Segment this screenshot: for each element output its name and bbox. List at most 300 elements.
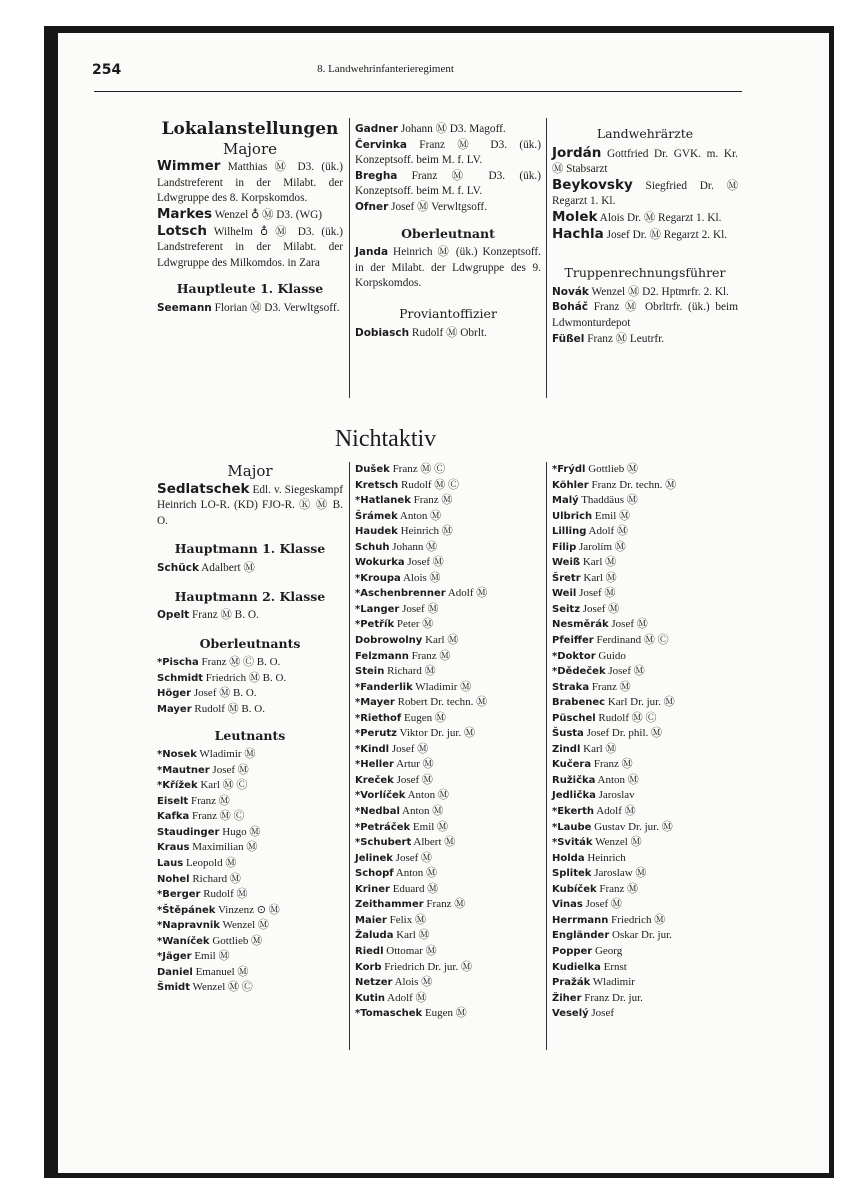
entry-details: Georg [592, 944, 623, 957]
entry-details: Heinrich Ⓜ (ük.) Konzeptsoff. in der Milabt. der Ldwgruppe des 9. Korpskomdos. [355, 246, 541, 290]
entry-surname: Bregha [355, 169, 398, 182]
roster-entry [355, 757, 541, 773]
roster-entry [157, 655, 343, 671]
roster-entry [552, 960, 738, 976]
entry-surname: *Napravnik [157, 920, 220, 932]
roster-entry [355, 169, 541, 200]
entry-details: Johann Ⓜ D3. Magoff. [398, 123, 506, 135]
entry-details: Florian Ⓜ D3. Verwltgsoff. [211, 301, 340, 314]
roster-entry [355, 788, 541, 804]
entry-surname: Korb [355, 961, 382, 973]
entry-details: Karl Ⓜ [580, 571, 617, 584]
entry-surname: Janda [355, 246, 389, 259]
roster-entry [552, 300, 738, 331]
column-rule [349, 462, 350, 1050]
entry-details: Wenzel ♁ Ⓜ D3. (WG) [212, 208, 323, 221]
entry-surname: Žaluda [355, 930, 394, 942]
roster-entry [355, 462, 541, 478]
entry-details: Ottomar Ⓜ [383, 944, 437, 957]
heading-oberleutnants: Oberleutnants [199, 635, 301, 651]
entry-surname: Eiselt [157, 795, 189, 807]
entry-surname: Schück [157, 561, 199, 574]
roster-entry [355, 742, 541, 758]
entry-details: Franz Ⓜ B. O. [189, 609, 259, 622]
roster-entry [157, 207, 343, 224]
roster-entry [157, 747, 343, 763]
entry-details: Rudolf Ⓜ B. O. [191, 702, 265, 715]
entry-surname: Püschel [552, 712, 596, 724]
entry-details: Wenzel Ⓜ D2. Hptmrfr. 2. Kl. [588, 285, 729, 298]
entry-details: Karl Ⓜ [580, 556, 617, 569]
roster-entry [355, 913, 541, 929]
roster-entry [552, 649, 738, 665]
leutnants-list [157, 747, 343, 996]
column-rule [546, 118, 547, 398]
entry-surname: Engländer [552, 930, 610, 942]
entry-surname: *Nedbal [355, 806, 400, 818]
roster-entry [355, 680, 541, 696]
roster-entry [552, 332, 738, 348]
entry-surname: Beykovsky [552, 176, 633, 193]
entry-surname: Šrámek [355, 510, 398, 522]
entry-surname: Sedlatschek [157, 480, 250, 497]
entry-details: Josef Ⓜ B. O. [191, 687, 257, 700]
entry-details: Wenzel Ⓜ [219, 919, 269, 932]
roster-entry [355, 245, 541, 292]
oberleutnants-list [157, 655, 343, 717]
roster-entry [157, 840, 343, 856]
roster-entry [157, 949, 343, 965]
entry-surname: Weiß [552, 557, 581, 569]
roster-entry [157, 809, 343, 825]
entry-details: Franz Ⓜ D3. (ük.) Konzeptsoff. beim M. f. LV. [355, 138, 541, 167]
entry-details: Karl Ⓜ [393, 929, 430, 942]
entry-surname: Kutin [355, 992, 386, 1004]
roster-entry [157, 856, 343, 872]
entry-surname: Seemann [157, 301, 212, 314]
entry-surname: Köhler [552, 479, 589, 491]
roster-entry [552, 913, 738, 929]
roster-entry [355, 509, 541, 525]
entry-details: Eugen Ⓜ [422, 1007, 467, 1020]
entry-details: Robert Dr. techn. Ⓜ [394, 696, 488, 709]
entry-details: Guido [595, 649, 626, 662]
entry-details: Josef Ⓜ [392, 851, 433, 864]
roster-entry [355, 555, 541, 571]
entry-surname: Brabenec [552, 697, 606, 709]
entry-details: Franz Ⓜ [410, 494, 453, 507]
lokal-col-2 [355, 122, 541, 341]
roster-entry [355, 540, 541, 556]
roster-entry [355, 649, 541, 665]
roster-entry [355, 804, 541, 820]
entry-details: Franz Ⓜ [188, 794, 230, 807]
roster-entry [157, 702, 343, 718]
entry-surname: Šretr [552, 572, 581, 584]
entry-details: Josef Ⓜ [404, 556, 444, 569]
entry-details: Anton Ⓜ [393, 867, 438, 880]
roster-entry [552, 866, 738, 882]
entry-surname: *Perutz [355, 728, 397, 740]
entry-details: Gottlieb Ⓜ [209, 934, 263, 947]
roster-entry [355, 711, 541, 727]
entry-surname: Dobrowolny [355, 635, 423, 647]
entry-surname: Filip [552, 541, 577, 553]
entry-details: Richard Ⓜ [384, 665, 436, 678]
entry-surname: Laus [157, 857, 184, 869]
entry-surname: Kubíček [552, 883, 597, 895]
majore-list [157, 159, 343, 271]
roster-entry [552, 882, 738, 898]
entry-surname: Dobiasch [355, 326, 410, 339]
entry-details: Alois Ⓜ [400, 571, 441, 584]
lokal-col-1 [157, 119, 343, 317]
roster-entry [552, 680, 738, 696]
entry-details: Karl Ⓜ [580, 742, 617, 755]
heading-oberleutnant: Oberleutnant [401, 225, 495, 241]
entry-surname: Markes [157, 205, 213, 222]
entry-surname: Schmidt [157, 672, 204, 684]
col2-entries [355, 122, 541, 216]
roster-entry [355, 695, 541, 711]
roster-entry [157, 224, 343, 272]
entry-details: Richard Ⓜ [189, 872, 241, 885]
entry-surname: *Doktor [552, 650, 596, 662]
roster-entry [355, 478, 541, 494]
entry-surname: Riedl [355, 945, 384, 957]
entry-details: Franz Ⓜ Ⓒ B. O. [198, 656, 281, 669]
entry-details: Franz Ⓜ [408, 649, 451, 662]
entry-details: Wladimir Ⓜ [196, 748, 256, 761]
entry-surname: Pfeiffer [552, 635, 594, 647]
entry-surname: *Aschenbrenner [355, 588, 446, 600]
entry-surname: Gadner [355, 123, 398, 135]
entry-details: Jarolím Ⓜ [576, 540, 626, 553]
roster-entry [355, 493, 541, 509]
entry-surname: Šmidt [157, 982, 190, 994]
roster-entry [157, 934, 343, 950]
entry-details: Friedrich Ⓜ [608, 913, 666, 926]
roster-entry [552, 835, 738, 851]
roster-entry [552, 462, 738, 478]
roster-entry [355, 138, 541, 169]
entry-surname: *Laube [552, 821, 592, 833]
entry-surname: *Křížek [157, 780, 198, 792]
entry-details: Franz Ⓜ [596, 882, 639, 895]
entry-surname: Füßel [552, 332, 585, 345]
nicht-col-1 [157, 462, 343, 996]
roster-entry [552, 493, 738, 509]
roster-entry [355, 200, 541, 216]
roster-entry [157, 301, 343, 317]
roster-entry [157, 686, 343, 702]
entry-surname: *Kroupa [355, 572, 401, 584]
entry-surname: *Vorlíček [355, 790, 406, 802]
entry-surname: Vinas [552, 899, 583, 911]
entry-surname: *Sviták [552, 837, 593, 849]
hauptleute-list [157, 301, 343, 317]
entry-details: Josef Dr. phil. Ⓜ [583, 727, 663, 740]
entry-surname: Wimmer [157, 158, 221, 175]
entry-details: Emanuel Ⓜ [192, 965, 249, 978]
entry-surname: Schuh [355, 541, 390, 553]
entry-details: Heinrich Ⓜ [397, 525, 453, 538]
roster-entry [552, 602, 738, 618]
entry-surname: Stein [355, 666, 385, 678]
entry-details: Jaroslav [595, 789, 635, 802]
entry-details: Viktor Dr. jur. Ⓜ [397, 727, 475, 740]
entry-surname: *Petřík [355, 619, 395, 631]
roster-entry [157, 965, 343, 981]
roster-entry [552, 711, 738, 727]
entry-surname: Netzer [355, 977, 393, 989]
roster-entry [552, 820, 738, 836]
entry-details: Adolf Ⓜ [594, 805, 636, 818]
entry-surname: *Ekerth [552, 806, 595, 818]
roster-entry [355, 820, 541, 836]
entry-details: Josef Ⓜ [582, 898, 622, 911]
header-rule [94, 91, 742, 92]
lokal-col-3 [552, 122, 738, 347]
entry-surname: Nesměrák [552, 619, 609, 631]
entry-details: Josef Ⓜ [393, 773, 433, 786]
entry-details: Franz Dr. jur. [581, 991, 643, 1004]
truppen-list [552, 285, 738, 347]
entry-surname: Jedlička [552, 790, 596, 802]
roster-entry [552, 757, 738, 773]
roster-entry [552, 633, 738, 649]
entry-details: Emil Ⓜ [592, 509, 631, 522]
entry-surname: Schopf [355, 868, 394, 880]
heading-truppen: Truppenrechnungsführer [564, 265, 726, 281]
entry-surname: *Frýdl [552, 464, 586, 475]
column-rule [349, 118, 350, 398]
entry-details: Rudolf Ⓜ [200, 888, 248, 901]
nicht-col2-list [355, 462, 541, 1022]
hptm2-entry [157, 608, 343, 624]
entry-details: Adalbert Ⓜ [198, 561, 255, 574]
roster-entry [355, 326, 541, 342]
aerzte-list [552, 146, 738, 244]
entry-surname: Opelt [157, 609, 190, 622]
roster-entry [355, 960, 541, 976]
major-entry [157, 482, 343, 530]
entry-surname: Kraus [157, 842, 190, 854]
entry-details: Gottlieb Ⓜ [585, 463, 639, 475]
entry-details: Jaroslaw Ⓜ [591, 867, 647, 880]
entry-details: Emil Ⓜ [191, 950, 230, 963]
roster-entry [552, 804, 738, 820]
heading-leutnants: Leutnants [214, 727, 286, 743]
entry-details: Adolf Ⓜ [385, 991, 427, 1004]
entry-details: Anton Ⓜ [595, 773, 639, 786]
entry-details: Wenzel Ⓜ Ⓒ [190, 981, 253, 994]
entry-surname: *Jäger [157, 951, 192, 963]
roster-entry [355, 866, 541, 882]
roster-entry [355, 882, 541, 898]
entry-details: Franz Ⓜ Leutrfr. [584, 332, 665, 345]
entry-surname: Šusta [552, 728, 584, 740]
entry-details: Peter Ⓜ [394, 618, 434, 631]
entry-details: Oskar Dr. jur. [609, 929, 672, 942]
roster-entry [355, 122, 541, 138]
roster-entry [552, 975, 738, 991]
entry-surname: *Berger [157, 889, 201, 901]
entry-details: Josef Dr. Ⓜ Regarzt 2. Kl. [603, 228, 728, 241]
entry-details: Franz Ⓜ [423, 898, 466, 911]
heading-major: Major [227, 462, 273, 480]
entry-surname: *Nosek [157, 749, 197, 761]
entry-details: Heinrich [584, 851, 626, 864]
entry-details: Karl Dr. jur. Ⓜ [605, 696, 675, 709]
entry-surname: *Schubert [355, 837, 412, 849]
entry-details: Johann Ⓜ [389, 540, 438, 553]
roster-entry [552, 695, 738, 711]
proviant-list [355, 326, 541, 342]
section-title-nichtaktiv: Nichtaktiv [334, 426, 437, 452]
entry-details: Gustav Dr. jur. Ⓜ [591, 820, 673, 833]
entry-details: Thaddäus Ⓜ [578, 494, 638, 507]
entry-details: Franz Ⓜ D3. (ük.) Konzeptsoff. beim M. f. LV. [355, 169, 541, 198]
entry-details: Artur Ⓜ [393, 758, 434, 771]
roster-entry [552, 555, 738, 571]
roster-entry [157, 482, 343, 530]
entry-details: Alois Ⓜ [392, 976, 433, 989]
roster-entry [552, 944, 738, 960]
entry-surname: *Mautner [157, 764, 210, 776]
entry-details: Josef Ⓜ [576, 587, 616, 600]
entry-surname: Seitz [552, 603, 581, 615]
heading-hptm1: Hauptmann 1. Klasse [174, 541, 326, 557]
roster-entry [157, 778, 343, 794]
roster-entry [355, 975, 541, 991]
entry-surname: *Tomaschek [355, 1008, 423, 1020]
entry-details: Anton Ⓜ [399, 805, 444, 818]
roster-entry [157, 980, 343, 996]
entry-details: Gottfried Dr. GVK. m. Kr. Ⓜ Stabsarzt [552, 147, 738, 176]
entry-details: Rudolf Ⓜ Obrlt. [409, 326, 487, 339]
nicht-col-3 [552, 462, 738, 1022]
entry-surname: Daniel [157, 966, 193, 978]
column-rule [546, 462, 547, 1050]
roster-entry [355, 835, 541, 851]
entry-details: Siegfried Dr. Ⓜ Regarzt 1. Kl. [552, 179, 738, 208]
entry-surname: Kafka [157, 811, 190, 823]
entry-details: Josef Ⓜ [580, 602, 620, 615]
entry-details: Vinzenz ⊙ Ⓜ [215, 903, 280, 916]
roster-entry [552, 897, 738, 913]
entry-details: Anton Ⓜ [405, 789, 449, 802]
entry-surname: Novák [552, 285, 589, 298]
entry-details: Adolf Ⓜ [445, 587, 488, 600]
roster-entry [552, 617, 738, 633]
roster-entry [355, 773, 541, 789]
heading-aerzte: Landwehrärzte [596, 126, 694, 141]
roster-entry [355, 524, 541, 540]
roster-entry [157, 561, 343, 577]
roster-entry [552, 788, 738, 804]
running-title: 8. Landwehrinfanterieregiment [317, 63, 454, 75]
entry-surname: Splitek [552, 868, 592, 880]
entry-details: Friedrich Dr. jur. Ⓜ [381, 960, 472, 973]
entry-surname: Zeithammer [355, 899, 424, 911]
entry-details: Felix Ⓜ [386, 913, 426, 926]
roster-entry [157, 918, 343, 934]
entry-surname: *Štěpánek [157, 904, 216, 916]
roster-entry [552, 1006, 738, 1022]
entry-details: Edl. v. Siegeskampf Heinrich LO-R. (KD) FJO-R. Ⓚ Ⓜ B. O. [157, 483, 343, 527]
roster-entry [552, 227, 738, 244]
entry-details: Eugen Ⓜ [401, 711, 446, 724]
entry-surname: *Pischa [157, 657, 199, 669]
entry-surname: Herrmann [552, 914, 609, 926]
roster-entry [355, 664, 541, 680]
entry-details: Matthias Ⓜ D3. (ük.) Landstreferent in der Milabt. der Ldwgruppe des 8. Korpskomdos. [157, 161, 343, 205]
entry-details: Franz Ⓜ Obrltrfr. (ük.) beim Ldwmonturdepot [552, 301, 738, 329]
entry-details: Friedrich Ⓜ B. O. [203, 671, 287, 684]
entry-details: Emil Ⓜ [410, 820, 449, 833]
entry-surname: Lotsch [157, 222, 207, 239]
roster-entry [552, 478, 738, 494]
oberleutnant-list [355, 245, 541, 292]
entry-surname: Jelinek [355, 852, 393, 864]
entry-details: Josef Ⓜ [209, 763, 249, 776]
entry-surname: Boháč [552, 301, 589, 314]
entry-details: Josef Ⓜ [605, 665, 645, 678]
entry-details: Rudolf Ⓜ Ⓒ [595, 711, 657, 724]
roster-entry [552, 146, 738, 178]
entry-details: Adolf Ⓜ [586, 525, 628, 538]
entry-surname: Molek [552, 208, 598, 225]
entry-surname: *Waníček [157, 935, 210, 947]
roster-entry [355, 928, 541, 944]
roster-entry [355, 897, 541, 913]
entry-surname: Felzmann [355, 650, 409, 662]
entry-details: Rudolf Ⓜ Ⓒ [398, 478, 460, 491]
roster-entry [355, 586, 541, 602]
entry-surname: Ulbrich [552, 510, 593, 522]
entry-surname: Wokurka [355, 557, 405, 569]
roster-entry [552, 773, 738, 789]
entry-details: Josef Ⓜ [389, 742, 429, 755]
roster-entry [355, 571, 541, 587]
entry-surname: Straka [552, 681, 590, 693]
entry-surname: Kretsch [355, 479, 399, 491]
roster-entry [552, 571, 738, 587]
heading-hauptleute: Hauptleute 1. Klasse [176, 281, 324, 297]
roster-entry [355, 944, 541, 960]
entry-details: Wenzel Ⓜ [592, 836, 642, 849]
roster-entry [552, 991, 738, 1007]
roster-entry [552, 524, 738, 540]
entry-surname: Kučera [552, 759, 592, 771]
entry-surname: Kudielka [552, 961, 601, 973]
roster-entry [552, 851, 738, 867]
roster-entry [157, 671, 343, 687]
section-title-lokal: Lokalanstellungen [161, 119, 339, 139]
entry-details: Wilhelm ♁ Ⓜ D3. (ük.) Landstreferent in der Milabt. der Ldwgruppe des Milkomdos. in Zara [157, 225, 343, 269]
entry-surname: *Petráček [355, 821, 411, 833]
heading-majore: Majore [222, 139, 278, 158]
roster-entry [355, 991, 541, 1007]
entry-surname: Staudinger [157, 826, 220, 838]
entry-surname: Dušek [355, 464, 390, 475]
entry-surname: *Fanderlik [355, 681, 413, 693]
entry-surname: Zindl [552, 743, 581, 755]
entry-surname: Ofner [355, 200, 389, 213]
entry-surname: Kreček [355, 774, 394, 786]
roster-entry [157, 887, 343, 903]
